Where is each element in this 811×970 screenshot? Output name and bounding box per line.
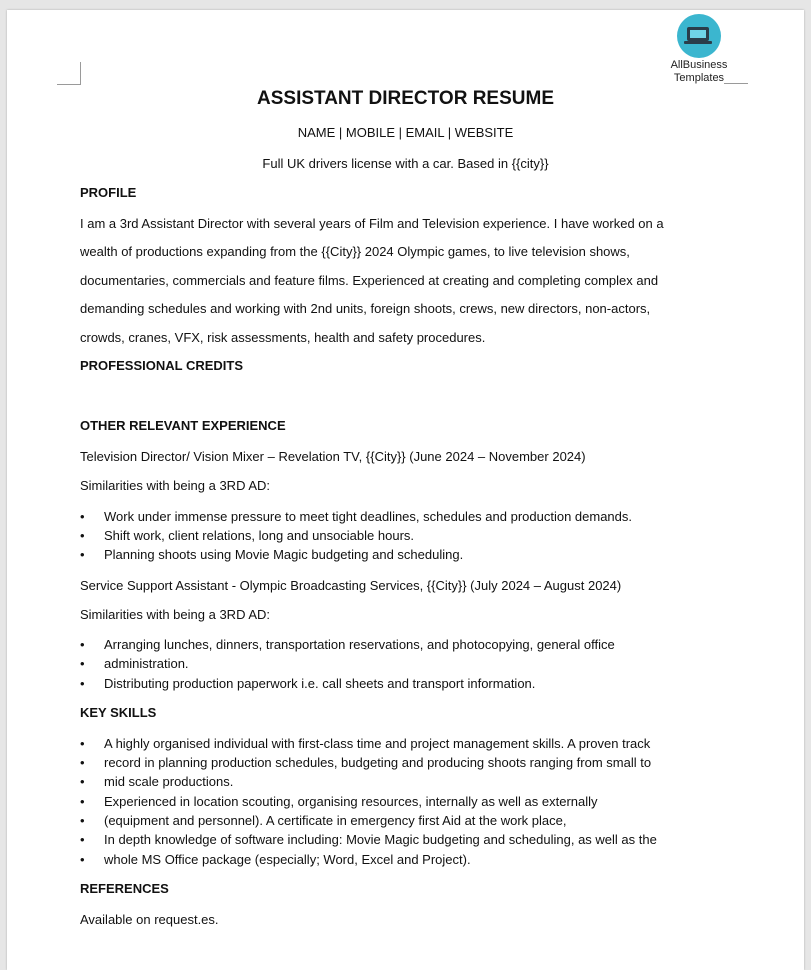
skills-bullet-6: In depth knowledge of software including: Movie Magic budgeting and scheduling, as well as the [104,832,657,847]
references-text: Available on request.es. [80,912,219,927]
bullet-marker: • [80,736,85,751]
experience-heading: OTHER RELEVANT EXPERIENCE [80,418,286,433]
allbusiness-templates-logo [664,14,734,84]
job-2-bullet-2: administration. [104,656,189,671]
resume-title: ASSISTANT DIRECTOR RESUME [257,88,554,109]
skills-bullet-7: whole MS Office package (especially; Word, Excel and Project). [104,852,471,867]
skills-bullet-2: record in planning production schedules, budgeting and producing shoots ranging from small to [104,755,652,770]
job-1-bullet-1: Work under immense pressure to meet tight deadlines, schedules and production demands. [104,509,632,524]
bullet-marker: • [80,637,85,652]
bullet-marker: • [80,832,85,847]
contact-line: NAME | MOBILE | EMAIL | WEBSITE [297,125,514,140]
job-1-title: Television Director/ Vision Mixer – Revelation TV, {{City}} (June 2024 – November 2024) [80,449,586,464]
bullet-marker: • [80,852,85,867]
bullet-marker: • [80,813,85,828]
profile-heading: PROFILE [80,185,137,200]
bullet-marker: • [80,676,85,691]
profile-line-1: I am a 3rd Assistant Director with several years of Film and Television experience. I have worked on a [80,216,664,231]
skills-bullet-1: A highly organised individual with first-class time and project management skills. A proven track [104,736,651,751]
job-2-title: Service Support Assistant - Olympic Broadcasting Services, {{City}} (July 2024 – August 2024) [80,578,622,593]
job-1-bullet-3: Planning shoots using Movie Magic budgeting and scheduling. [104,547,464,562]
skills-heading: KEY SKILLS [80,705,157,720]
job-2-similarities: Similarities with being a 3RD AD: [80,607,271,622]
profile-line-5: crowds, cranes, VFX, risk assessments, health and safety procedures. [80,330,486,345]
logo-text-line2: Templates [673,72,725,84]
skills-bullet-5: (equipment and personnel). A certificate in emergency first Aid at the work place, [104,813,567,828]
laptop-icon [677,14,721,58]
skills-bullet-4: Experienced in location scouting, organising resources, internally as well as externally [104,794,598,809]
skills-bullet-3: mid scale productions. [104,774,234,789]
margin-corner-mark [57,62,81,85]
profile-line-2: wealth of productions expanding from the {{City}} 2024 Olympic games, to live television shows, [80,244,630,259]
profile-line-3: documentaries, commercials and feature films. Experienced at creating and completing complex and [80,273,659,288]
logo-text-line1: AllBusiness [670,59,728,71]
bullet-marker: • [80,528,85,543]
bullet-marker: • [80,774,85,789]
bullet-marker: • [80,794,85,809]
job-1-similarities: Similarities with being a 3RD AD: [80,478,271,493]
bullet-marker: • [80,509,85,524]
bullet-marker: • [80,656,85,671]
references-heading: REFERENCES [80,881,169,896]
bullet-marker: • [80,547,85,562]
license-line: Full UK drivers license with a car. Based in {{city}} [262,156,549,171]
job-1-bullet-2: Shift work, client relations, long and unsociable hours. [104,528,415,543]
job-2-bullet-3: Distributing production paperwork i.e. call sheets and transport information. [104,676,536,691]
bullet-marker: • [80,755,85,770]
job-2-bullet-1: Arranging lunches, dinners, transportation reservations, and photocopying, general office [104,637,615,652]
profile-line-4: demanding schedules and working with 2nd units, foreign shoots, crews, new directors, non-actors, [80,301,651,316]
credits-heading: PROFESSIONAL CREDITS [80,358,244,373]
